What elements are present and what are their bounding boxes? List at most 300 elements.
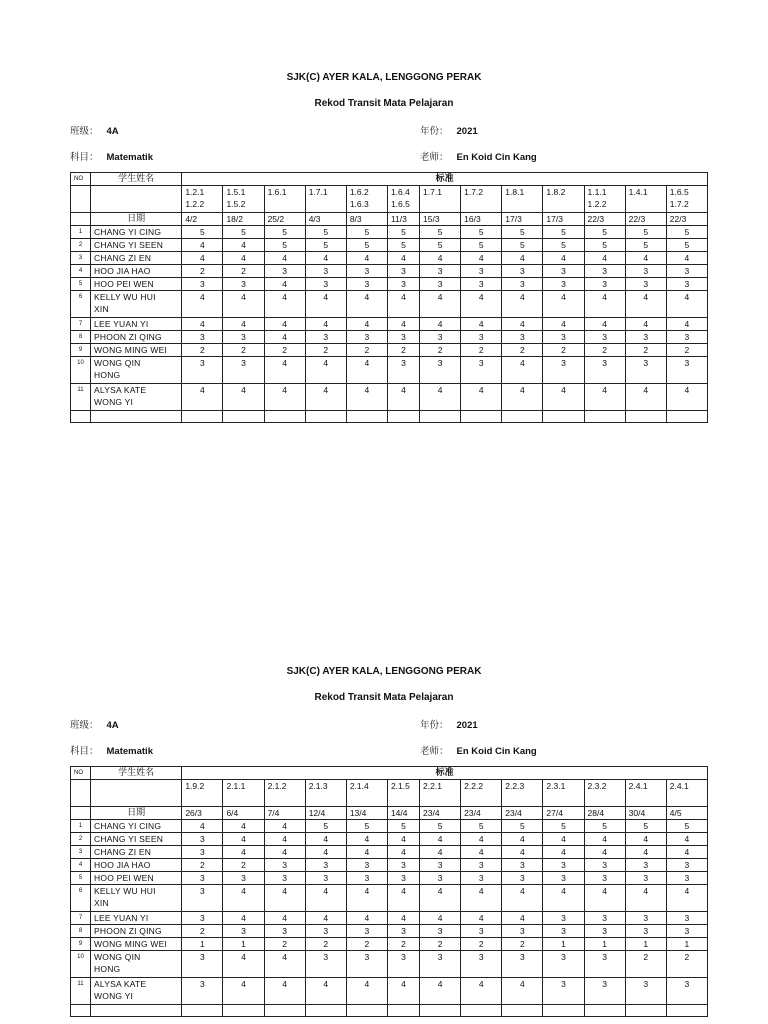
score-cell: 3 [625, 872, 666, 885]
student-name: CHANG YI SEEN [91, 833, 182, 846]
score-cell: 3 [420, 872, 461, 885]
score-cell: 4 [502, 291, 543, 318]
score-cell: 4 [387, 846, 419, 859]
score-cell: 3 [666, 978, 707, 1005]
score-cell: 4 [420, 318, 461, 331]
score-cell: 4 [420, 978, 461, 1005]
score-cell: 4 [223, 846, 264, 859]
standard-cell: 1.6.5 1.7.2 [666, 186, 707, 213]
empty-cell [461, 1005, 502, 1017]
score-cell: 5 [305, 239, 346, 252]
score-cell: 4 [625, 885, 666, 912]
score-cell: 3 [461, 278, 502, 291]
empty-cell [182, 1005, 223, 1017]
score-cell: 4 [584, 291, 625, 318]
score-cell: 4 [346, 885, 387, 912]
score-cell: 4 [346, 912, 387, 925]
student-name: HOO PEI WEN [91, 278, 182, 291]
empty-cell [420, 1005, 461, 1017]
score-cell: 2 [625, 951, 666, 978]
score-cell: 4 [625, 318, 666, 331]
table-row [71, 938, 708, 951]
score-cell: 5 [584, 239, 625, 252]
date-cell: 7/4 [264, 807, 305, 820]
score-cell: 4 [461, 912, 502, 925]
empty-cell [305, 411, 346, 423]
date-cell: 22/3 [625, 213, 666, 226]
score-cell: 3 [666, 357, 707, 384]
score-cell: 4 [666, 291, 707, 318]
standard-cell: 2.4.1 [625, 780, 666, 807]
score-cell: 3 [584, 912, 625, 925]
score-cell: 4 [305, 357, 346, 384]
empty-cell [543, 1005, 584, 1017]
row-number: 9 [71, 344, 91, 357]
score-cell: 4 [387, 912, 419, 925]
score-cell: 2 [182, 265, 223, 278]
score-cell: 5 [346, 820, 387, 833]
record-title: Rekod Transit Mata Pelajaran [314, 692, 454, 703]
score-cell: 3 [420, 859, 461, 872]
score-cell: 3 [305, 872, 346, 885]
empty-cell [264, 1005, 305, 1017]
score-cell: 4 [305, 912, 346, 925]
transit-record-table [70, 172, 708, 423]
score-cell: 5 [502, 820, 543, 833]
score-cell: 4 [584, 846, 625, 859]
standard-cell: 2.2.1 [420, 780, 461, 807]
score-cell: 2 [420, 344, 461, 357]
standard-cell: 2.1.5 [387, 780, 419, 807]
score-cell: 3 [666, 331, 707, 344]
student-name: WONG QIN HONG [91, 357, 182, 384]
table-row [71, 872, 708, 885]
class-field-label: 班级： [70, 126, 99, 137]
no-header: NO [71, 173, 91, 186]
table-row [71, 833, 708, 846]
empty-cell [71, 807, 91, 820]
score-cell: 3 [305, 859, 346, 872]
score-cell: 3 [461, 331, 502, 344]
date-cell: 13/4 [346, 807, 387, 820]
year-field-label: 年份： [420, 126, 449, 137]
standard-cell: 2.3.2 [584, 780, 625, 807]
date-cell: 17/3 [502, 213, 543, 226]
standard-header: 标准 [182, 173, 708, 186]
score-cell: 3 [543, 357, 584, 384]
score-cell: 4 [502, 384, 543, 411]
score-cell: 2 [223, 344, 264, 357]
score-cell: 5 [420, 226, 461, 239]
score-cell: 5 [223, 226, 264, 239]
standard-cell: 1.7.1 [305, 186, 346, 213]
score-cell: 4 [625, 291, 666, 318]
score-cell: 3 [305, 278, 346, 291]
class-field [70, 717, 119, 731]
name-header: 学生姓名 [91, 173, 182, 186]
score-cell: 3 [387, 278, 419, 291]
score-cell: 4 [543, 318, 584, 331]
score-cell: 2 [264, 344, 305, 357]
standard-cell: 1.9.2 [182, 780, 223, 807]
score-cell: 1 [666, 938, 707, 951]
table-row [71, 357, 708, 384]
score-cell: 5 [625, 226, 666, 239]
score-cell: 3 [346, 331, 387, 344]
empty-cell [625, 1005, 666, 1017]
standard-cell: 2.2.2 [461, 780, 502, 807]
score-cell: 2 [461, 938, 502, 951]
score-cell: 4 [305, 885, 346, 912]
score-cell: 4 [387, 885, 419, 912]
score-cell: 3 [543, 278, 584, 291]
empty-cell [91, 186, 182, 213]
score-cell: 2 [346, 938, 387, 951]
date-header: 日期 [91, 213, 182, 226]
score-cell: 3 [182, 833, 223, 846]
date-cell: 12/4 [305, 807, 346, 820]
year-field-value: 2021 [456, 720, 478, 731]
score-cell: 4 [543, 252, 584, 265]
score-cell: 4 [305, 833, 346, 846]
score-cell: 1 [584, 938, 625, 951]
score-cell: 2 [461, 344, 502, 357]
teacher-field-label: 老师： [420, 746, 449, 757]
score-cell: 4 [420, 885, 461, 912]
standard-header: 标准 [182, 767, 708, 780]
score-cell: 3 [584, 265, 625, 278]
score-cell: 4 [223, 912, 264, 925]
score-cell: 5 [264, 226, 305, 239]
score-cell: 4 [182, 252, 223, 265]
score-cell: 4 [264, 885, 305, 912]
table-row [71, 912, 708, 925]
score-cell: 4 [182, 820, 223, 833]
score-cell: 4 [461, 252, 502, 265]
score-cell: 3 [543, 872, 584, 885]
score-cell: 4 [461, 833, 502, 846]
standard-cell: 2.4.1 [666, 780, 707, 807]
score-cell: 3 [182, 357, 223, 384]
teacher-field [420, 149, 537, 163]
score-cell: 4 [264, 291, 305, 318]
empty-cell [387, 411, 419, 423]
score-cell: 3 [420, 278, 461, 291]
row-number: 5 [71, 872, 91, 885]
table-row [71, 318, 708, 331]
class-field-value: 4A [106, 126, 119, 137]
row-number: 8 [71, 925, 91, 938]
subject-field-value: Matematik [106, 152, 153, 163]
student-name: CHANG ZI EN [91, 252, 182, 265]
score-cell: 3 [264, 265, 305, 278]
student-name: CHANG YI CING [91, 820, 182, 833]
score-cell: 3 [461, 872, 502, 885]
score-cell: 4 [584, 318, 625, 331]
date-cell: 18/2 [223, 213, 264, 226]
standard-cell: 2.1.4 [346, 780, 387, 807]
row-number: 1 [71, 820, 91, 833]
score-cell: 3 [502, 265, 543, 278]
score-cell: 4 [461, 291, 502, 318]
score-cell: 5 [625, 239, 666, 252]
score-cell: 4 [223, 978, 264, 1005]
score-cell: 2 [666, 951, 707, 978]
score-cell: 3 [502, 951, 543, 978]
student-name: WONG MING WEI [91, 938, 182, 951]
score-cell: 2 [387, 344, 419, 357]
score-cell: 4 [420, 252, 461, 265]
date-cell: 15/3 [420, 213, 461, 226]
score-cell: 3 [461, 925, 502, 938]
score-cell: 4 [223, 951, 264, 978]
score-cell: 3 [502, 859, 543, 872]
empty-cell [543, 411, 584, 423]
empty-cell [71, 213, 91, 226]
score-cell: 3 [666, 925, 707, 938]
score-cell: 2 [420, 938, 461, 951]
score-cell: 4 [223, 820, 264, 833]
class-field-label: 班级： [70, 720, 99, 731]
standards-row [71, 780, 708, 807]
score-cell: 3 [223, 331, 264, 344]
year-field-value: 2021 [456, 126, 478, 137]
score-cell: 3 [625, 357, 666, 384]
score-cell: 2 [387, 938, 419, 951]
table-row [71, 846, 708, 859]
standard-cell: 1.5.1 1.5.2 [223, 186, 264, 213]
score-cell: 4 [666, 384, 707, 411]
row-number: 11 [71, 384, 91, 411]
score-cell: 3 [223, 872, 264, 885]
row-number: 4 [71, 265, 91, 278]
score-cell: 5 [666, 226, 707, 239]
score-cell: 5 [387, 226, 419, 239]
score-cell: 4 [625, 384, 666, 411]
score-cell: 3 [625, 859, 666, 872]
score-cell: 2 [182, 344, 223, 357]
empty-cell [71, 780, 91, 807]
score-cell: 4 [264, 846, 305, 859]
score-cell: 2 [223, 859, 264, 872]
year-field [420, 123, 478, 137]
dates-row [71, 807, 708, 820]
score-cell: 3 [502, 278, 543, 291]
empty-cell [71, 186, 91, 213]
score-cell: 5 [346, 226, 387, 239]
blank-row [71, 1005, 708, 1017]
score-cell: 3 [346, 872, 387, 885]
score-cell: 3 [584, 925, 625, 938]
score-cell: 4 [502, 357, 543, 384]
standard-cell: 1.4.1 [625, 186, 666, 213]
name-header: 学生姓名 [91, 767, 182, 780]
record-title: Rekod Transit Mata Pelajaran [314, 98, 454, 109]
score-cell: 4 [264, 820, 305, 833]
student-name: ALYSA KATE WONG YI [91, 384, 182, 411]
score-cell: 2 [584, 344, 625, 357]
score-cell: 3 [666, 265, 707, 278]
score-cell: 2 [346, 344, 387, 357]
date-header: 日期 [91, 807, 182, 820]
empty-cell [91, 1005, 182, 1017]
empty-cell [502, 1005, 543, 1017]
score-cell: 4 [223, 239, 264, 252]
score-cell: 1 [625, 938, 666, 951]
transit-record-table [70, 766, 708, 1017]
score-cell: 3 [182, 846, 223, 859]
score-cell: 4 [625, 846, 666, 859]
score-cell: 3 [584, 357, 625, 384]
score-cell: 4 [305, 252, 346, 265]
score-cell: 4 [182, 384, 223, 411]
score-cell: 4 [182, 239, 223, 252]
score-cell: 2 [502, 938, 543, 951]
table-row [71, 978, 708, 1005]
score-cell: 3 [264, 859, 305, 872]
empty-cell [666, 411, 707, 423]
score-cell: 4 [305, 978, 346, 1005]
score-cell: 2 [666, 344, 707, 357]
table-row [71, 925, 708, 938]
score-cell: 3 [182, 885, 223, 912]
score-cell: 3 [346, 951, 387, 978]
score-cell: 4 [387, 978, 419, 1005]
empty-cell [625, 411, 666, 423]
table-row [71, 278, 708, 291]
score-cell: 5 [387, 820, 419, 833]
year-field [420, 717, 478, 731]
empty-cell [71, 1005, 91, 1017]
teacher-field-label: 老师： [420, 152, 449, 163]
student-name: PHOON ZI QING [91, 925, 182, 938]
student-name: HOO JIA HAO [91, 265, 182, 278]
score-cell: 3 [346, 265, 387, 278]
score-cell: 2 [264, 938, 305, 951]
score-cell: 4 [346, 384, 387, 411]
score-cell: 2 [543, 344, 584, 357]
score-cell: 3 [420, 357, 461, 384]
score-cell: 4 [543, 384, 584, 411]
empty-cell [387, 1005, 419, 1017]
score-cell: 4 [584, 833, 625, 846]
empty-cell [666, 1005, 707, 1017]
student-name: HOO PEI WEN [91, 872, 182, 885]
score-cell: 4 [264, 912, 305, 925]
date-cell: 8/3 [346, 213, 387, 226]
table-row [71, 226, 708, 239]
score-cell: 4 [305, 291, 346, 318]
score-cell: 4 [346, 252, 387, 265]
table-row [71, 252, 708, 265]
score-cell: 5 [666, 820, 707, 833]
score-cell: 4 [264, 252, 305, 265]
score-cell: 5 [420, 239, 461, 252]
blank-row [71, 411, 708, 423]
empty-cell [584, 411, 625, 423]
row-number: 11 [71, 978, 91, 1005]
score-cell: 3 [305, 951, 346, 978]
row-number: 2 [71, 833, 91, 846]
row-number: 8 [71, 331, 91, 344]
row-number: 7 [71, 912, 91, 925]
score-cell: 3 [420, 331, 461, 344]
score-cell: 5 [346, 239, 387, 252]
row-number: 6 [71, 885, 91, 912]
score-cell: 3 [461, 951, 502, 978]
school-name: SJK(C) AYER KALA, LENGGONG PERAK [286, 666, 482, 677]
score-cell: 3 [666, 278, 707, 291]
score-cell: 3 [420, 265, 461, 278]
score-cell: 1 [182, 938, 223, 951]
score-cell: 4 [387, 318, 419, 331]
score-cell: 3 [666, 912, 707, 925]
date-cell: 30/4 [625, 807, 666, 820]
score-cell: 3 [346, 925, 387, 938]
standard-cell: 1.7.1 [420, 186, 461, 213]
score-cell: 4 [502, 318, 543, 331]
student-name: WONG MING WEI [91, 344, 182, 357]
score-cell: 3 [584, 951, 625, 978]
date-cell: 25/2 [264, 213, 305, 226]
date-cell: 6/4 [223, 807, 264, 820]
student-name: CHANG YI SEEN [91, 239, 182, 252]
score-cell: 4 [461, 885, 502, 912]
score-cell: 3 [420, 951, 461, 978]
score-cell: 4 [502, 885, 543, 912]
score-cell: 2 [305, 344, 346, 357]
score-cell: 4 [387, 291, 419, 318]
header-row [71, 173, 708, 186]
student-name: WONG QIN HONG [91, 951, 182, 978]
student-name: CHANG YI CING [91, 226, 182, 239]
score-cell: 4 [502, 846, 543, 859]
standard-cell: 2.1.2 [264, 780, 305, 807]
score-cell: 3 [502, 925, 543, 938]
score-cell: 5 [305, 820, 346, 833]
score-cell: 5 [461, 239, 502, 252]
score-cell: 4 [461, 384, 502, 411]
student-name: KELLY WU HUI XIN [91, 885, 182, 912]
standard-cell: 1.7.2 [461, 186, 502, 213]
score-cell: 2 [182, 925, 223, 938]
score-cell: 3 [625, 978, 666, 1005]
standard-cell: 2.1.3 [305, 780, 346, 807]
score-cell: 5 [584, 226, 625, 239]
score-cell: 2 [182, 859, 223, 872]
row-number: 10 [71, 357, 91, 384]
score-cell: 4 [264, 951, 305, 978]
date-cell: 23/4 [502, 807, 543, 820]
score-cell: 3 [346, 278, 387, 291]
score-cell: 4 [223, 291, 264, 318]
score-cell: 3 [305, 265, 346, 278]
score-cell: 4 [264, 833, 305, 846]
score-cell: 4 [346, 357, 387, 384]
score-cell: 4 [305, 846, 346, 859]
date-cell: 27/4 [543, 807, 584, 820]
score-cell: 4 [666, 846, 707, 859]
score-cell: 4 [264, 978, 305, 1005]
subject-field-label: 科目： [70, 152, 99, 163]
date-cell: 11/3 [387, 213, 419, 226]
score-cell: 3 [461, 357, 502, 384]
score-cell: 3 [666, 859, 707, 872]
score-cell: 3 [584, 978, 625, 1005]
score-cell: 3 [223, 278, 264, 291]
score-cell: 3 [584, 331, 625, 344]
empty-cell [71, 411, 91, 423]
